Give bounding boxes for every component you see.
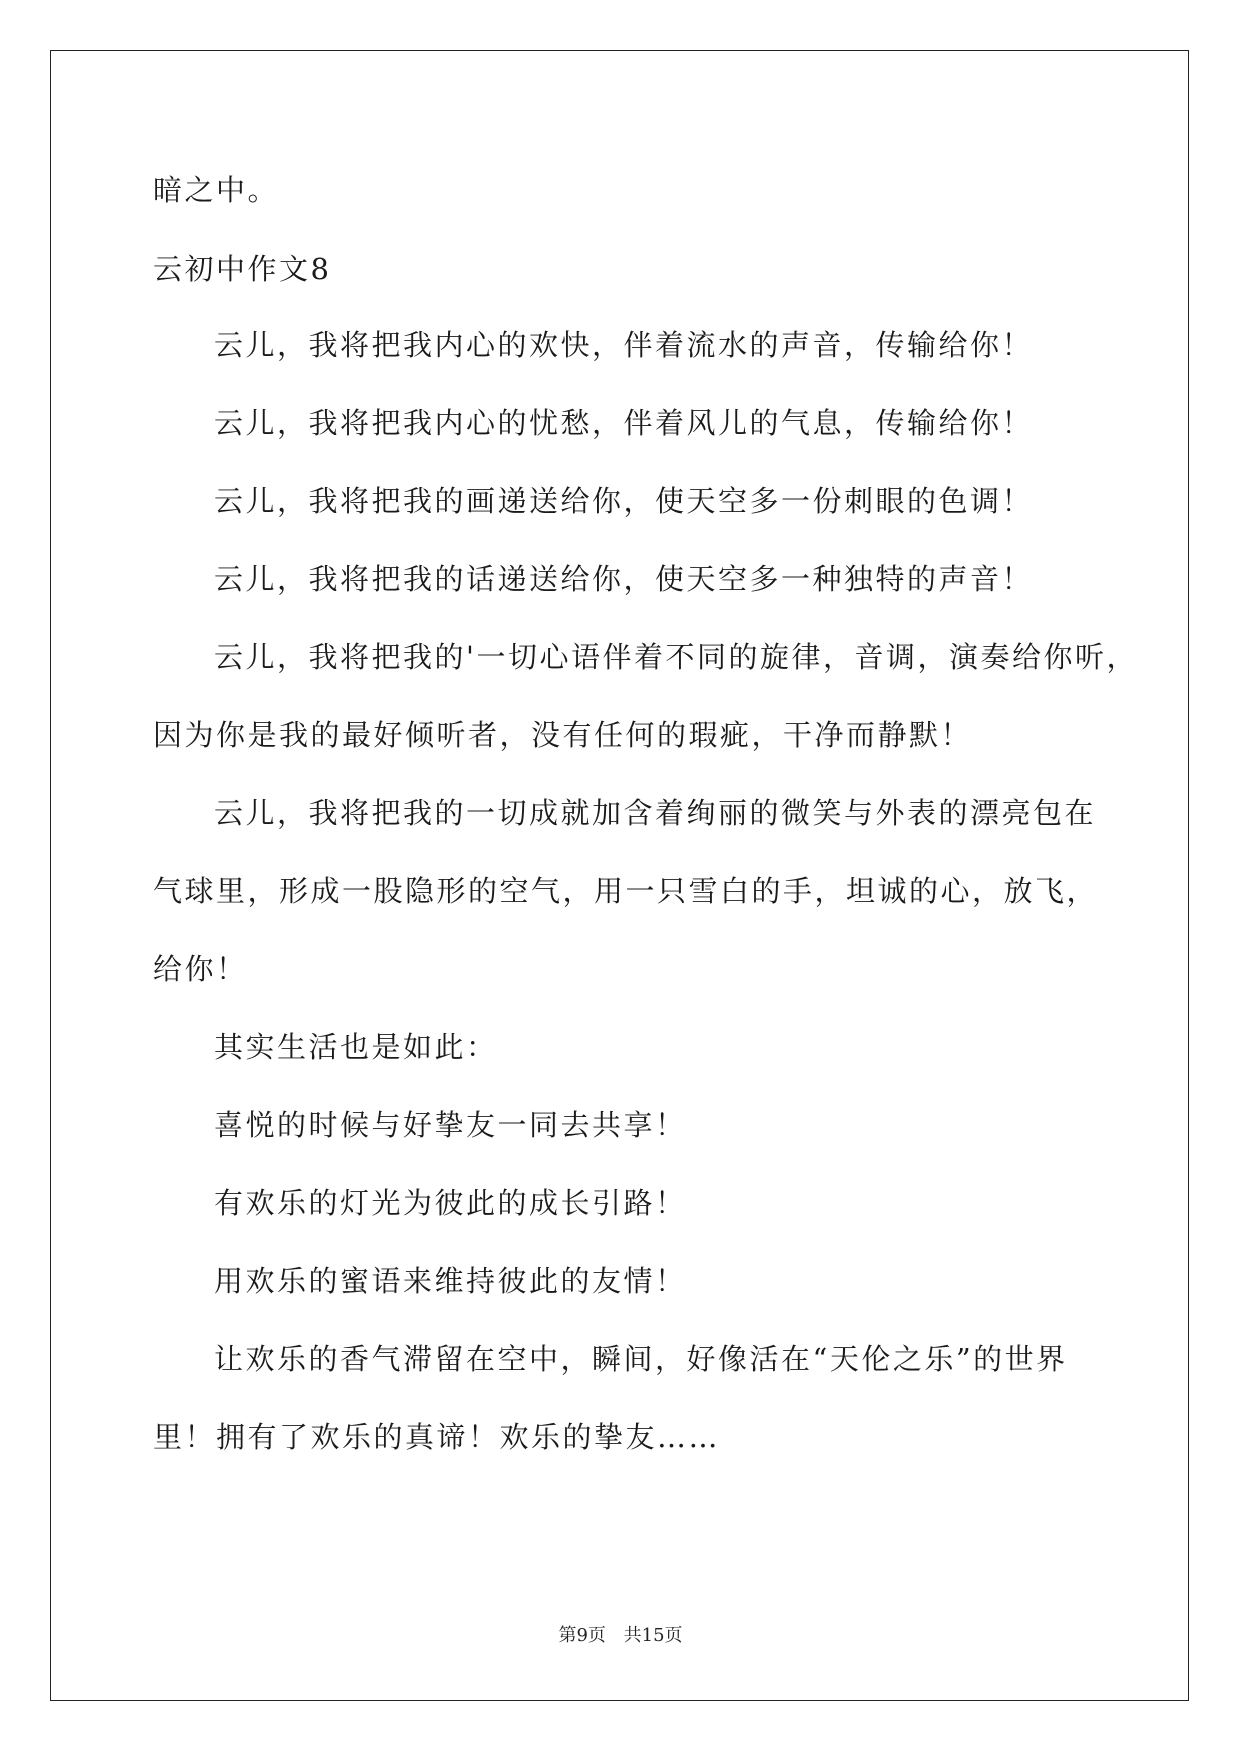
paragraph-line: 气球里，形成一股隐形的空气，用一只雪白的手，坦诚的心，放飞， — [153, 874, 1099, 908]
paragraph-line: 用欢乐的蜜语来维持彼此的友情！ — [214, 1264, 687, 1298]
paragraph-line: 云儿，我将把我内心的欢快，伴着流水的声音，传输给你！ — [214, 328, 1034, 362]
paragraph-line: 云儿，我将把我的话递送给你，使天空多一种独特的声音！ — [214, 562, 1034, 596]
paragraph-line: 云儿，我将把我内心的忧愁，伴着风儿的气息，传输给你！ — [214, 406, 1034, 440]
paragraph-line: 给你！ — [153, 952, 248, 986]
paragraph-line: 里！拥有了欢乐的真谛！欢乐的挚友…… — [153, 1420, 721, 1454]
paragraph-line: 云儿，我将把我的画递送给你，使天空多一份刺眼的色调！ — [214, 484, 1034, 518]
section-heading: 云初中作文8 — [153, 252, 332, 286]
paragraph-line: 有欢乐的灯光为彼此的成长引路！ — [214, 1186, 687, 1220]
page-number: 第9页 — [558, 1625, 606, 1646]
paragraph-line: 让欢乐的香气滞留在空中，瞬间，好像活在“天伦之乐”的世界 — [214, 1342, 1068, 1376]
paragraph-line: 云儿，我将把我的'一切心语伴着不同的旋律，音调，演奏给你听， — [214, 640, 1138, 674]
text-line: 暗之中。 — [153, 173, 280, 207]
page-total: 共15页 — [623, 1625, 683, 1646]
paragraph-line: 喜悦的时候与好挚友一同去共享！ — [214, 1108, 687, 1142]
paragraph-line: 因为你是我的最好倾听者，没有任何的瑕疵，干净而静默！ — [153, 718, 973, 752]
page-footer — [0, 1624, 1241, 1648]
paragraph-line: 其实生活也是如此： — [214, 1030, 498, 1064]
paragraph-line: 云儿，我将把我的一切成就加含着绚丽的微笑与外表的漂亮包在 — [214, 796, 1097, 830]
